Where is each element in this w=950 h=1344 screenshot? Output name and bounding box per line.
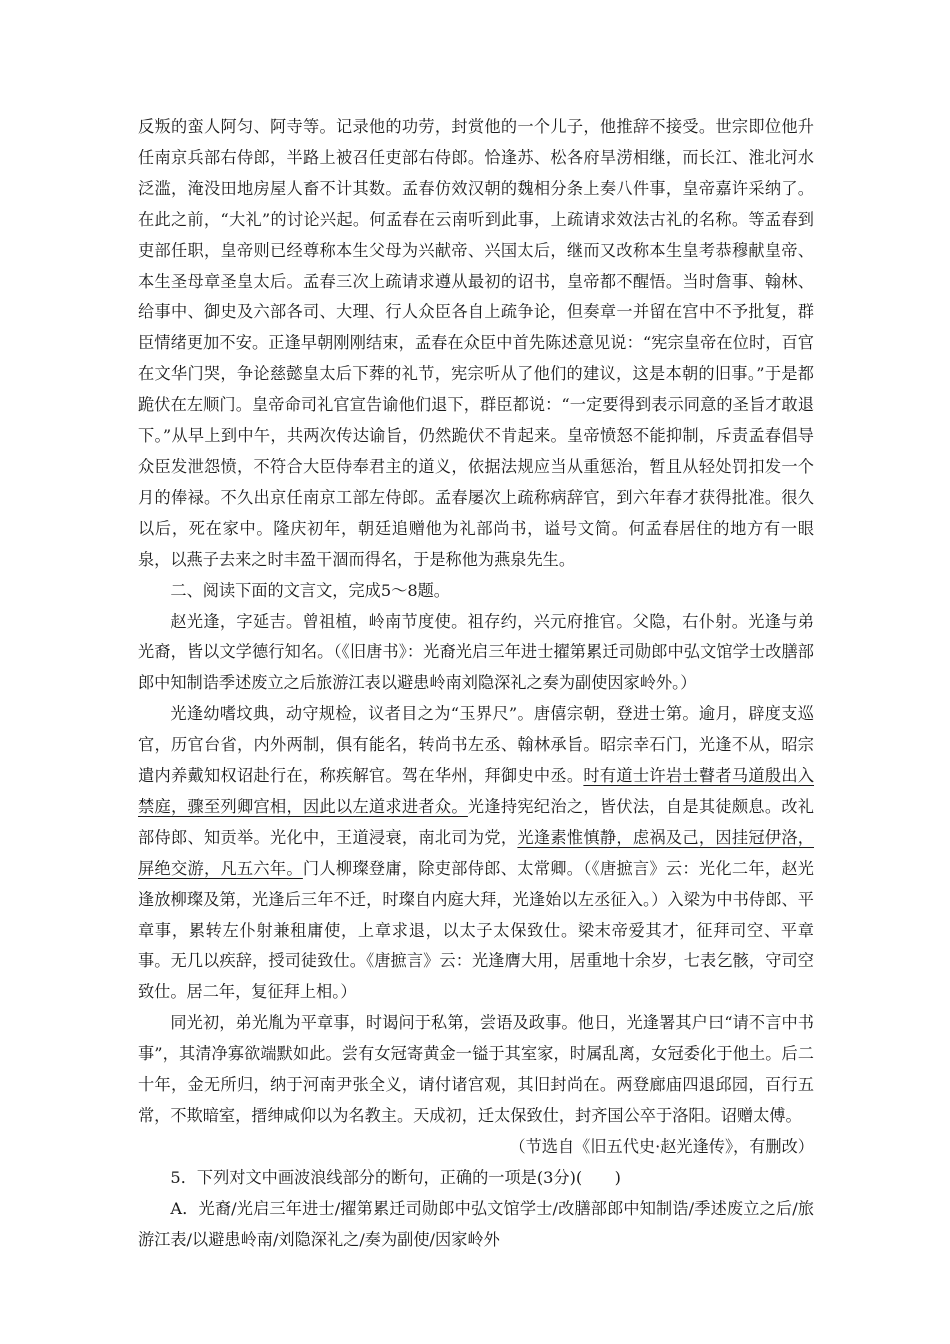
source-citation: （节选自《旧五代史·赵光逢传》，有删改） bbox=[509, 1136, 814, 1156]
section-heading: 二、阅读下面的文言文，完成5～8题。 bbox=[170, 580, 450, 600]
document-page bbox=[138, 112, 814, 1256]
underlined-sentence-1: 时有道士许岩士瞽者马道殷出入禁庭，骤至列卿宫相，因此以左道求进者众。 bbox=[138, 766, 815, 816]
underlined-sentence-2: 光逢素惟慎静，虑祸及己，因挂冠伊洛，屏绝交游，凡五六年。 bbox=[138, 827, 814, 878]
passage2-paragraph-2 bbox=[138, 699, 814, 1008]
passage2-p2-text-c: 门人柳璨登庸，除吏部侍郎、太常卿。（《唐摭言》云：光化二年，赵光逢放柳璨及第，光逢后三年不迁，时璨自内庭大拜，光逢始以左丞征入。）入梁为中书侍郎、平章事，累转左仆射兼租庸使，上章求退，以太子太保致仕。梁末帝爱其才，征拜司空、平章事。无几以疾辞，授司徒致仕。《唐摭言》云：光逢膺大用，居重地十余岁，七表乞骸，守司空致仕。居二年，复征拜上相。） bbox=[138, 858, 814, 1002]
passage1-paragraph: 反叛的蛮人阿匀、阿寺等。记录他的功劳，封赏他的一个儿子，他推辞不接受。世宗即位他升任南京兵部右侍郎，半路上被召任吏部右侍郎。恰逢苏、松各府旱涝相继，而长江、淮北河水泛滥，淹没田地房屋人畜不计其数。孟春仿效汉朝的魏相分条上奏八件事，皇帝嘉许采纳了。在此之前，“大礼”的讨论兴起。何孟春在云南听到此事，上疏请求效法古礼的名称。等孟春到吏部任职，皇帝则已经尊称本生父母为兴献帝、兴国太后，继而又改称本生皇考恭穆献皇帝、本生圣母章圣皇太后。孟春三次上疏请求遵从最初的诏书，皇帝都不醒悟。当时詹事、翰林、给事中、御史及六部各司、大理、行人众臣各自上疏争论，但奏章一并留在宫中不予批复，群臣情绪更加不安。正逢早朝刚刚结束，孟春在众臣中首先陈述意见说：“宪宗皇帝在位时，百官在文华门哭，争论慈懿皇太后下葬的礼节，宪宗听从了他们的建议，这是本朝的旧事。”于是都跪伏在左顺门。皇帝命司礼官宣告谕他们退下，群臣都说：“一定要得到表示同意的圣旨才敢退下。”从早上到中午，共两次传达谕旨，仍然跪伏不肯起来。皇帝愤怒不能抑制，斥责孟春倡导众臣发泄怨愤，不符合大臣侍奉君主的道义，依据法规应当从重惩治，暂且从轻处罚扣发一个月的俸禄。不久出京任南京工部左侍郎。孟春屡次上疏称病辞官，到六年春才获得批准。很久以后，死在家中。隆庆初年，朝廷追赠他为礼部尚书，谥号文简。何孟春居住的地方有一眼泉，以燕子去来之时丰盈干涸而得名，于是称他为燕泉先生。 bbox=[138, 117, 814, 569]
passage2-p2-text-b: 光逢持宪纪治之，皆伏法，自是其徒颇息。改礼部侍郎、知贡举。光化中，王道浸衰，南北司为党， bbox=[138, 796, 814, 847]
passage2-paragraph-3: 同光初，弟光胤为平章事，时谒问于私第，尝语及政事。他日，光逢署其户曰“请不言中书事”，其清净寡欲端默如此。尝有女冠寄黄金一镒于其室家，时属乱离，女冠委化于他土。后二十年，金无所归，纳于河南尹张全义，请付诸宫观，其旧封尚在。两登廊庙四退邱园，百行五常，不欺暗室，搢绅咸仰以为名教主。天成初，迁太保致仕，封齐国公卒于洛阳。诏赠太傅。 bbox=[138, 1013, 814, 1125]
passage2-paragraph-1: 赵光逢，字延吉。曾祖植，岭南节度使。祖存约，兴元府推官。父隐，右仆射。光逢与弟光裔，皆以文学德行知名。（《旧唐书》：光裔光启三年进士擢第累迁司勋郎中弘文馆学士改膳部郎中知制诰季述废立之后旅游江表以避患岭南刘隐深礼之奏为副使因家岭外。） bbox=[138, 611, 814, 693]
question-5-option-a: A．光裔/光启三年进士/擢第累迁司勋郎中弘文馆学士/改膳部郎中知制诰/季述废立之后/旅游江表/以避患岭南/刘隐深礼之/奏为副使/因家岭外 bbox=[138, 1198, 814, 1249]
question-5-stem: 5．下列对文中画波浪线部分的断句，正确的一项是(3分)( ) bbox=[170, 1167, 621, 1187]
passage2-p2-text-a: 光逢幼嗜坟典，动守规检，议者目之为“玉界尺”。唐僖宗朝，登进士第。逾月，辟度支巡官，历官台省，内外两制，俱有能名，转尚书左丞、翰林承旨。昭宗幸石门，光逢不从，昭宗遣内养戴知权诏赴行在，称疾解官。驾在华州，拜御史中丞。 bbox=[138, 704, 814, 786]
